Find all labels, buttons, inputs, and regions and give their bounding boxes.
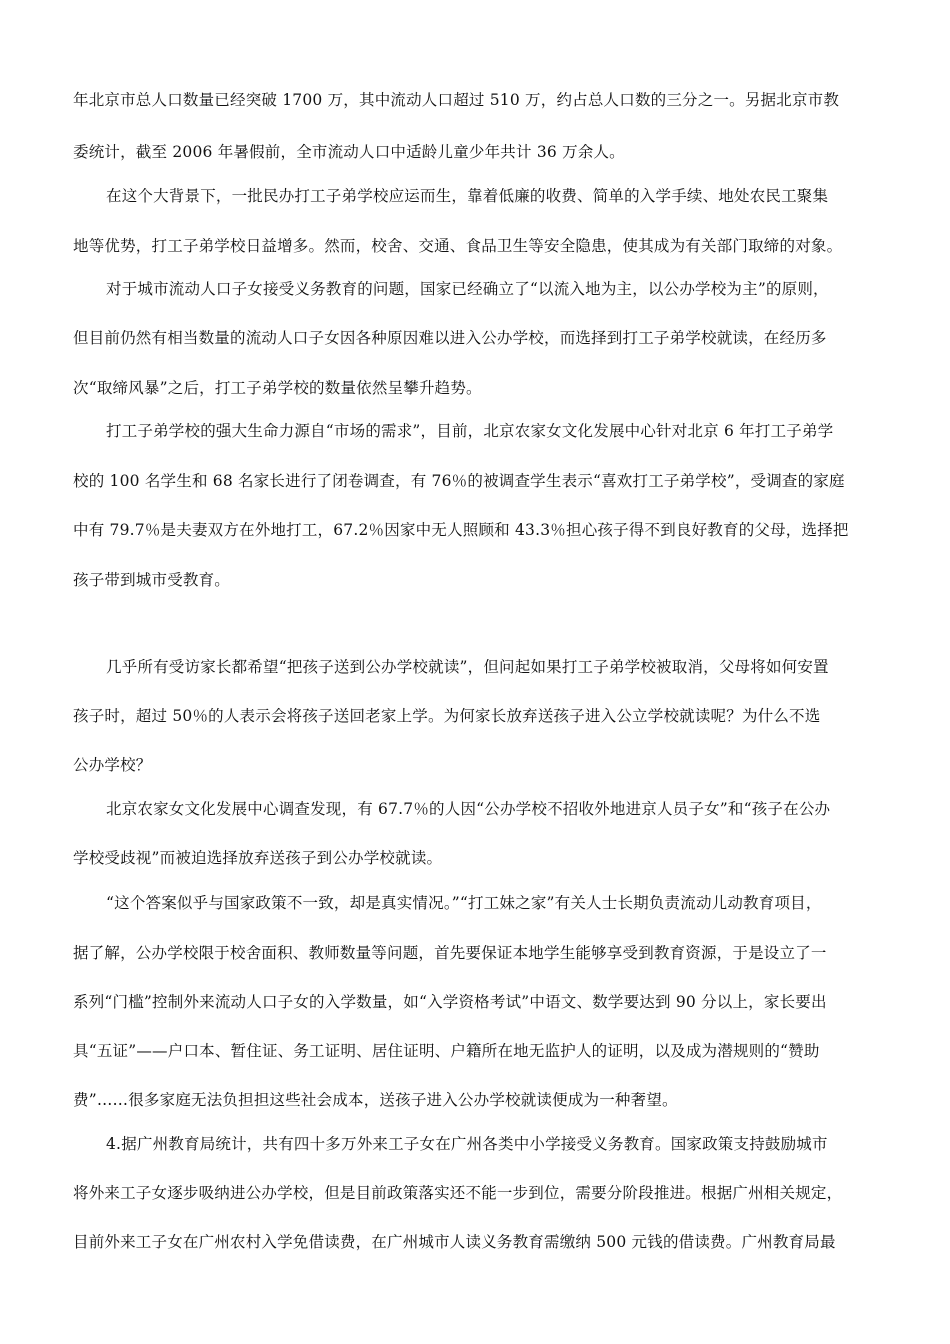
text-line: 打工子弟学校的强大生命力源自“市场的需求”，目前，北京农家女文化发展中心针对北京 6 年打工子弟学 <box>106 422 834 440</box>
text-line: 中有 79.7％是夫妻双方在外地打工，67.2％因家中无人照顾和 43.3％担心孩子得不到良好教育的父母，选择把 <box>73 521 849 539</box>
text-line: 但目前仍然有相当数量的流动人口子女因各种原因难以进入公办学校，而选择到打工子弟学校就读，在经历多 <box>73 329 827 347</box>
text-line: “这个答案似乎与国家政策不一致，却是真实情况。”“打工妹之家”有关人士长期负责流动儿动教育项目， <box>106 894 822 912</box>
text-line: 北京农家女文化发展中心调查发现，有 67.7％的人因“公办学校不招收外地进京人员子女”和“孩子在公办 <box>106 800 831 818</box>
text-line: 公办学校？ <box>73 756 152 774</box>
text-line: 具“五证”——户口本、暂住证、务工证明、居住证明、户籍所在地无监护人的证明，以及成为潜规则的“赞助 <box>73 1042 820 1060</box>
text-line: 年北京市总人口数量已经突破 1700 万，其中流动人口超过 510 万，约占总人口数的三分之一。另据北京市教 <box>73 91 840 109</box>
text-line: 目前外来工子女在广州农村入学免借读费，在广州城市人读义务教育需缴纳 500 元钱的借读费。广州教育局最 <box>73 1233 836 1251</box>
text-line: 委统计，截至 2006 年暑假前，全市流动人口中适龄儿童少年共计 36 万余人。 <box>73 143 625 161</box>
text-line: 系列“门槛”控制外来流动人口子女的入学数量，如“入学资格考试”中语文、数学要达到 90 分以上，家长要出 <box>73 993 827 1011</box>
text-line: 孩子时，超过 50％的人表示会将孩子送回老家上学。为何家长放弃送孩子进入公立学校就读呢？为什么不选 <box>73 707 821 725</box>
text-line: 校的 100 名学生和 68 名家长进行了闭卷调查，有 76％的被调查学生表示“喜欢打工子弟学校”，受调查的家庭 <box>73 472 845 490</box>
text-line: 地等优势，打工子弟学校日益增多。然而，校舍、交通、食品卫生等安全隐患，使其成为有关部门取缔的对象。 <box>73 237 843 255</box>
text-line: 将外来工子女逐步吸纳进公办学校，但是目前政策落实还不能一步到位，需要分阶段推进。根据广州相关规定， <box>73 1184 843 1202</box>
text-line: 孩子带到城市受教育。 <box>73 571 231 589</box>
text-line: 费”……很多家庭无法负担担这些社会成本，送孩子进入公办学校就读便成为一种奢望。 <box>73 1091 678 1109</box>
text-line: 几乎所有受访家长都希望“把孩子送到公办学校就读”，但问起如果打工子弟学校被取消，父母将如何安置 <box>106 658 829 676</box>
text-line: 对于城市流动人口子女接受义务教育的问题，国家已经确立了“以流入地为主，以公办学校为主”的原则， <box>106 280 829 298</box>
text-line: 次“取缔风暴”之后，打工子弟学校的数量依然呈攀升趋势。 <box>73 379 482 397</box>
text-line: 4.据广州教育局统计，共有四十多万外来工子女在广州各类中小学接受义务教育。国家政策支持鼓励城市 <box>106 1135 828 1153</box>
text-line: 学校受歧视”而被迫选择放弃送孩子到公办学校就读。 <box>73 849 443 867</box>
text-line: 据了解，公办学校限于校舍面积、教师数量等问题，首先要保证本地学生能够享受到教育资源，于是设立了一 <box>73 944 827 962</box>
text-line: 在这个大背景下，一批民办打工子弟学校应运而生，靠着低廉的收费、简单的入学手续、地处农民工聚集 <box>106 187 829 205</box>
